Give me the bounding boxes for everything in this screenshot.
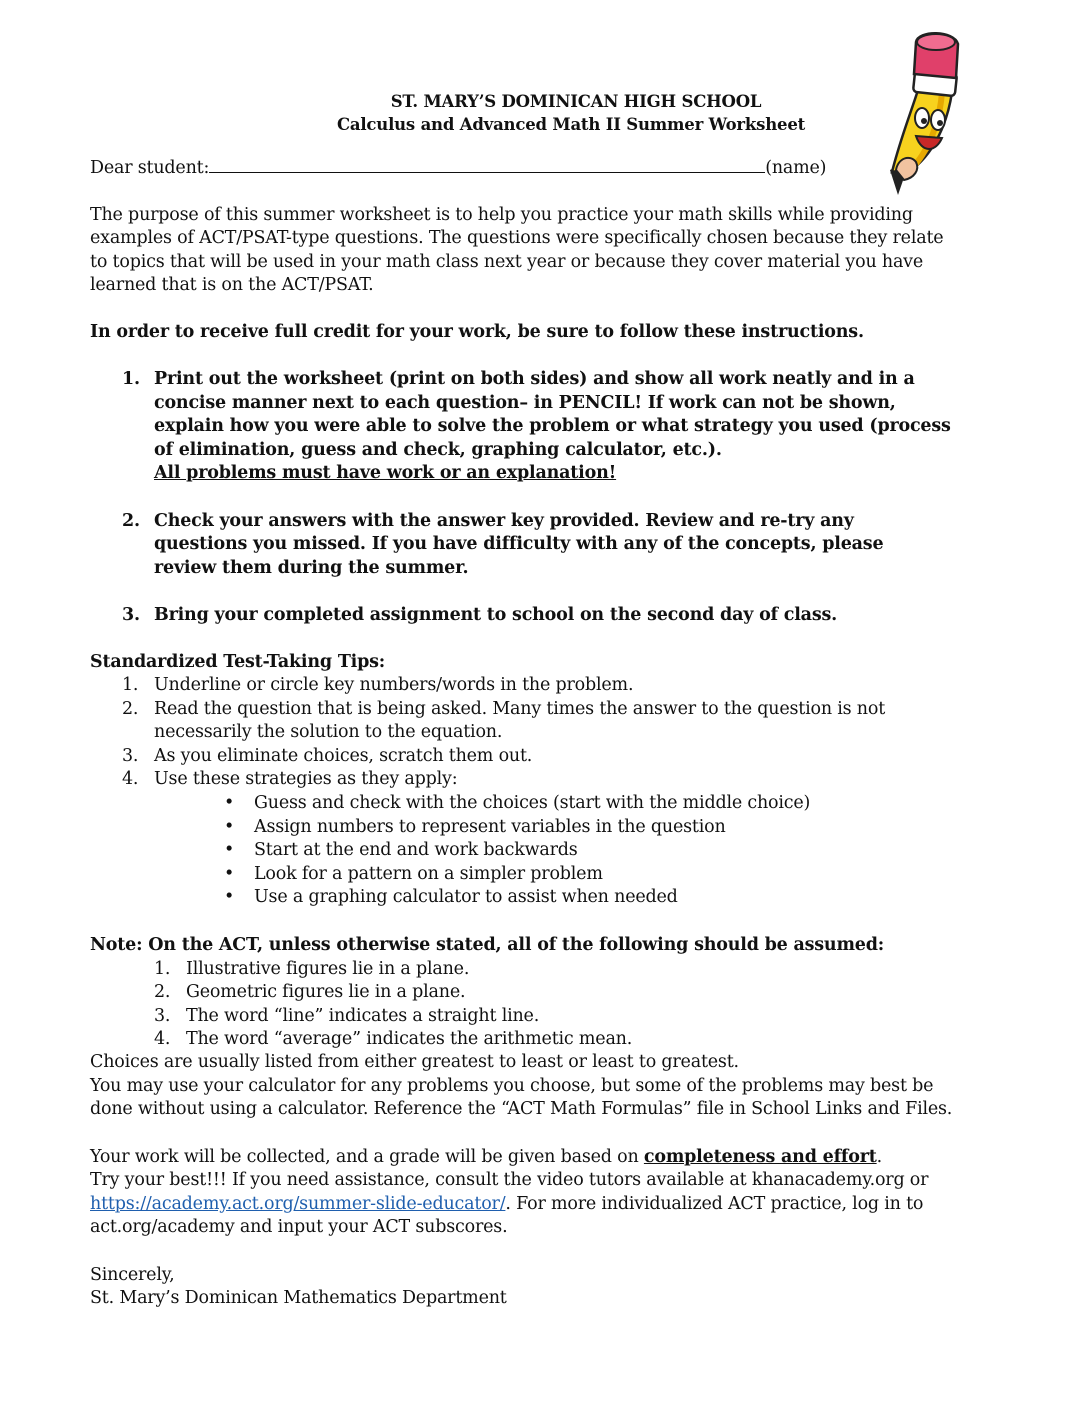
strategy-item: • Assign numbers to represent variables in the question [224, 817, 726, 837]
tip-line: As you eliminate choices, scratch them out. [154, 746, 533, 766]
link-line: https://academy.act.org/summer-slide-educator/. For more individualized ACT practice, log in to [90, 1194, 924, 1214]
strategy-item: • Use a graphing calculator to assist when needed [224, 887, 678, 907]
grade-line: Your work will be collected, and a grade will be given based on completeness and effort. [90, 1147, 882, 1167]
strategy-item: • Guess and check with the choices (start with the middle choice) [224, 793, 811, 813]
bullet-icon: • [224, 817, 235, 837]
instruction-line: Bring your completed assignment to school on the second day of class. [154, 605, 838, 625]
instructions-heading: In order to receive full credit for your work, be sure to follow these instructions. [90, 322, 864, 342]
general-line: Choices are usually listed from either greatest to least or least to greatest. [90, 1052, 739, 1072]
bullet-icon: • [224, 887, 235, 907]
bullet-icon: • [224, 840, 235, 860]
instruction-number: 2. [122, 511, 140, 531]
salutation [90, 156, 826, 180]
instruction-line: questions you missed. If you have difficulty with any of the concepts, please [154, 534, 884, 554]
tip-number: 2. [122, 699, 139, 719]
intro-line: learned that is on the ACT/PSAT. [90, 275, 374, 295]
instruction-number: 1. [122, 369, 140, 389]
note-item: Geometric figures lie in a plane. [186, 982, 466, 1002]
general-line: done without using a calculator. Reference the “ACT Math Formulas” file in School Links and Files. [90, 1099, 953, 1119]
instruction-line: review them during the summer. [154, 558, 469, 578]
subscores-line: act.org/academy and input your ACT subscores. [90, 1217, 508, 1237]
note-number: 4. [154, 1029, 171, 1049]
intro-line: examples of ACT/PSAT-type questions. The questions were specifically chosen because they relate [90, 228, 944, 248]
note-heading: Note: On the ACT, unless otherwise stated, all of the following should be assumed: [90, 935, 885, 955]
tip-number: 4. [122, 769, 139, 789]
instruction-line: Check your answers with the answer key provided. Review and re-try any [154, 511, 854, 531]
general-line: You may use your calculator for any problems you choose, but some of the problems may best be [90, 1076, 934, 1096]
summer-slide-link[interactable]: https://academy.act.org/summer-slide-educator/ [90, 1194, 506, 1214]
intro-line: The purpose of this summer worksheet is to help you practice your math skills while providing [90, 205, 913, 225]
bullet-icon: • [224, 793, 235, 813]
grade-emphasis: completeness and effort [643, 1147, 877, 1167]
instruction-number: 3. [122, 605, 140, 625]
salutation-label: Dear student: [90, 158, 210, 178]
note-number: 1. [154, 959, 171, 979]
assist-line: Try your best!!! If you need assistance, consult the video tutors available at khanacademy.org or [90, 1170, 929, 1190]
note-item: The word “line” indicates a straight line. [186, 1006, 540, 1026]
instruction-line: concise manner next to each question– in PENCIL! If work can not be shown, [154, 393, 896, 413]
note-item: The word “average” indicates the arithmetic mean. [186, 1029, 633, 1049]
signer: St. Mary’s Dominican Mathematics Department [90, 1288, 507, 1308]
instruction-emphasis: All problems must have work or an explanation! [154, 463, 617, 483]
note-number: 3. [154, 1006, 171, 1026]
tip-number: 1. [122, 675, 139, 695]
strategy-item: • Start at the end and work backwards [224, 840, 578, 860]
instruction-line: explain how you were able to solve the problem or what strategy you used (process [154, 416, 951, 436]
note-item: Illustrative figures lie in a plane. [186, 959, 470, 979]
tip-number: 3. [122, 746, 139, 766]
valediction: Sincerely, [90, 1265, 175, 1285]
tip-line: necessarily the solution to the equation. [154, 722, 503, 742]
bullet-icon: • [224, 864, 235, 884]
worksheet-title: Calculus and Advanced Math II Summer Worksheet [336, 115, 806, 134]
name-hint: (name) [765, 158, 827, 178]
instruction-line: of elimination, guess and check, graphing calculator, etc.). [154, 440, 722, 460]
school-name: ST. MARY’S DOMINICAN HIGH SCHOOL [390, 92, 762, 111]
tip-line: Use these strategies as they apply: [154, 769, 458, 789]
strategy-item: • Look for a pattern on a simpler problem [224, 864, 603, 884]
tip-line: Read the question that is being asked. Many times the answer to the question is not [154, 699, 886, 719]
tip-line: Underline or circle key numbers/words in the problem. [154, 675, 634, 695]
instruction-line: Print out the worksheet (print on both sides) and show all work neatly and in a [154, 369, 915, 389]
intro-line: to topics that will be used in your math class next year or because they cover material you have [90, 252, 924, 272]
name-field[interactable] [209, 158, 765, 173]
tips-heading: Standardized Test-Taking Tips: [90, 652, 386, 672]
note-number: 2. [154, 982, 171, 1002]
